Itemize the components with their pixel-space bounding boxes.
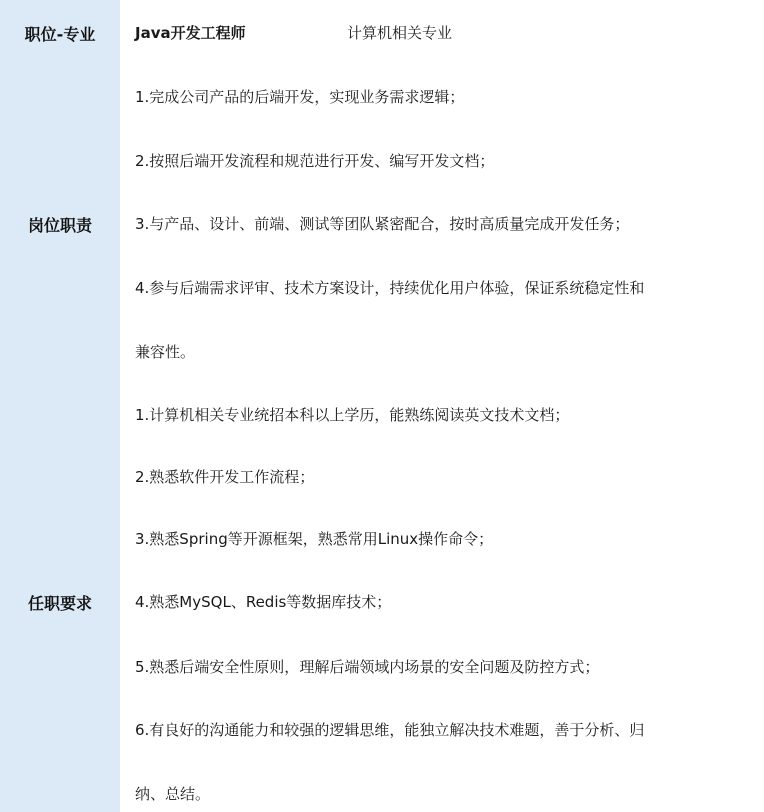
requirement-item-6: 6.有良好的沟通能力和较强的逻辑思维，能独立解决技术难题，善于分析、归 <box>135 721 645 739</box>
label-duties: 岗位职责 <box>27 216 92 235</box>
duty-item-4-cont: 兼容性。 <box>135 343 196 361</box>
duty-item-1: 1.完成公司产品的后端开发，实现业务需求逻辑； <box>135 88 465 106</box>
requirement-item-6-cont: 纳、总结。 <box>135 785 211 803</box>
duty-item-2: 2.按照后端开发流程和规范进行开发、编写开发文档； <box>135 152 495 170</box>
label-position-major: 职位-专业 <box>24 25 96 44</box>
header-row <box>135 22 453 43</box>
major: 计算机相关专业 <box>347 24 453 42</box>
duty-item-4: 4.参与后端需求评审、技术方案设计，持续优化用户体验，保证系统稳定性和 <box>135 279 645 297</box>
job-title: Java开发工程师 <box>135 24 246 42</box>
requirement-item-2: 2.熟悉软件开发工作流程； <box>135 468 315 486</box>
requirement-item-1: 1.计算机相关专业统招本科以上学历，能熟练阅读英文技术文档； <box>135 406 570 424</box>
label-column <box>0 0 120 812</box>
requirement-item-3: 3.熟悉Spring等开源框架，熟悉常用Linux操作命令； <box>135 530 494 548</box>
requirement-item-5: 5.熟悉后端安全性原则，理解后端领域内场景的安全问题及防控方式； <box>135 658 600 676</box>
requirement-item-4: 4.熟悉MySQL、Redis等数据库技术； <box>135 593 392 611</box>
duty-item-3: 3.与产品、设计、前端、测试等团队紧密配合，按时高质量完成开发任务； <box>135 215 630 233</box>
label-requirements: 任职要求 <box>27 594 92 613</box>
